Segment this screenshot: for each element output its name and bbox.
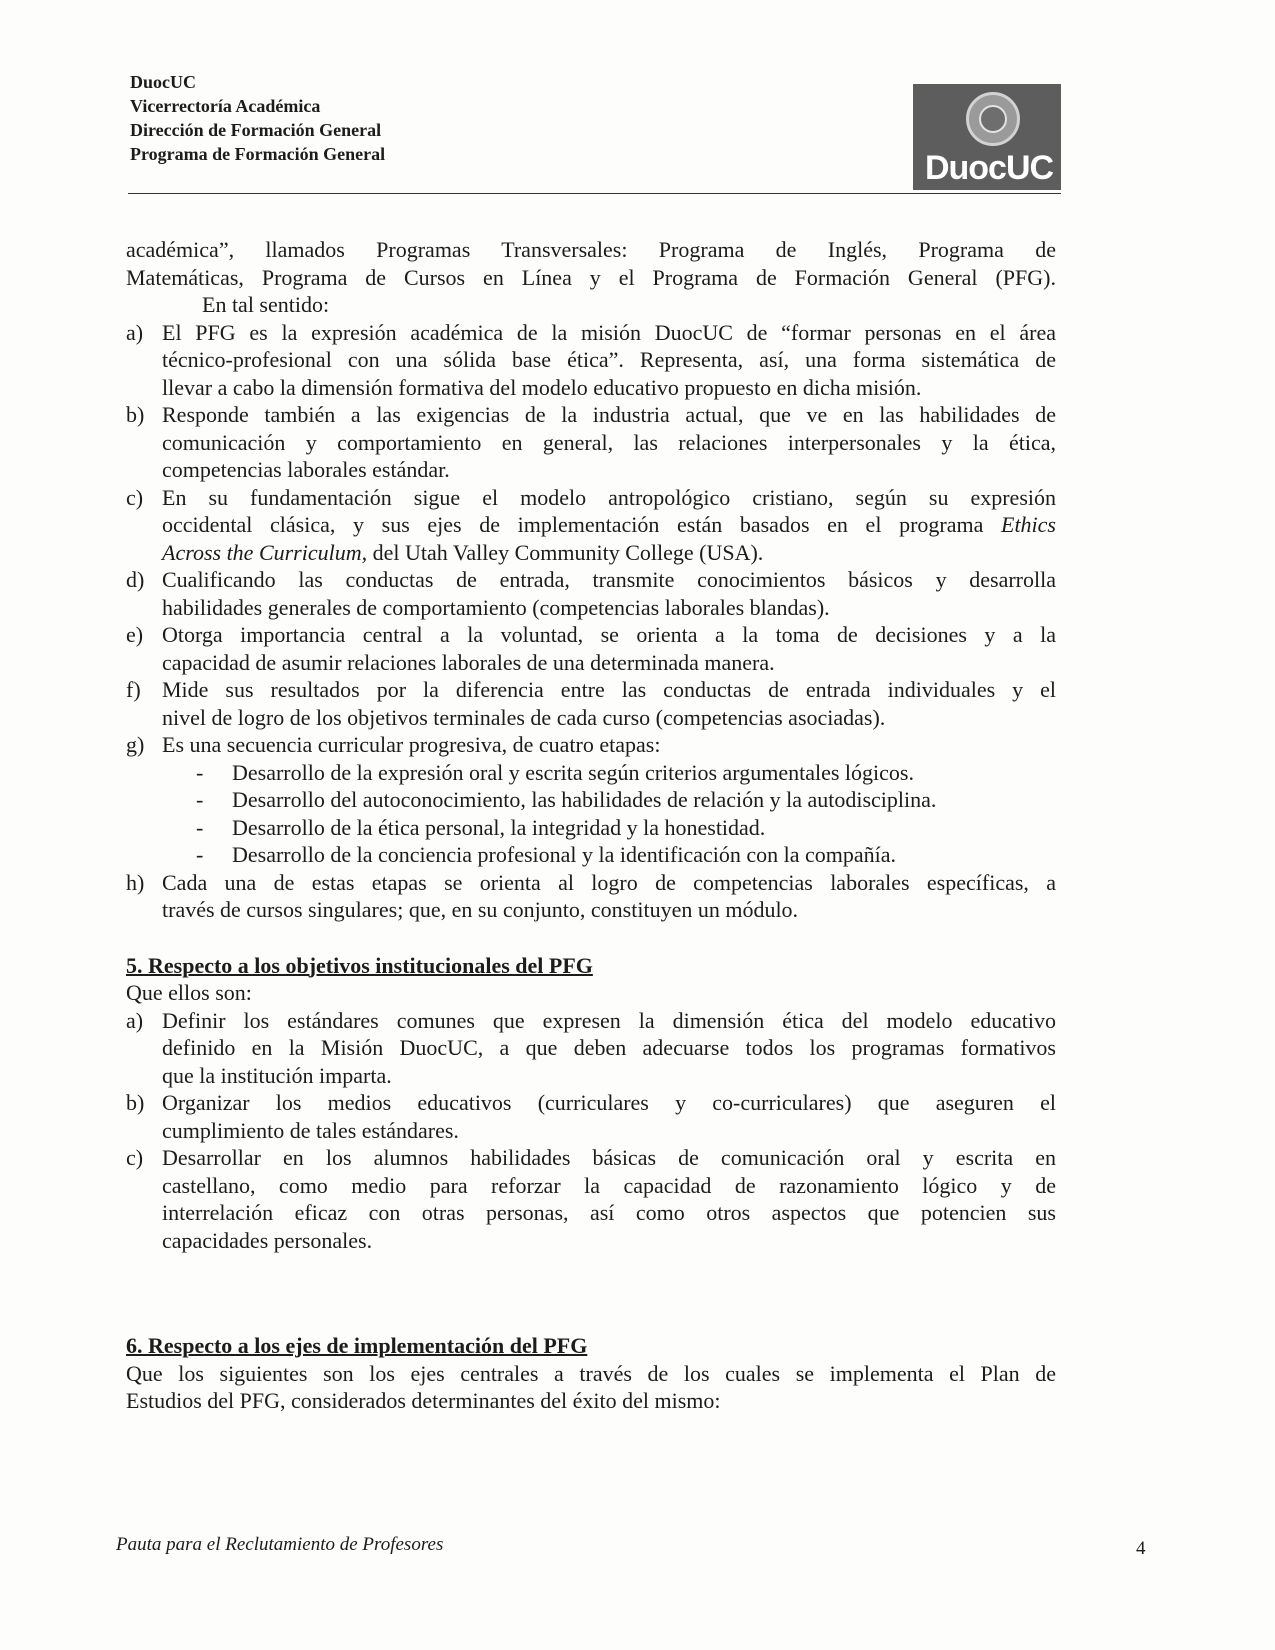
- list-item-d: [126, 566, 1056, 621]
- list-label: f): [126, 677, 141, 702]
- header-institution: DuocUC: [130, 72, 196, 92]
- header-vicerrectoria: Vicerrectoría Académica: [130, 96, 321, 116]
- list-line: nivel de logro de los objetivos terminales de cada curso (competencias asociadas).: [162, 704, 886, 730]
- list-label: a): [126, 1007, 144, 1033]
- objective-item-b: [126, 1089, 1056, 1144]
- stage-item: - Desarrollo de la ética personal, la integridad y la honestidad.: [196, 814, 766, 840]
- stage-item: - Desarrollo de la expresión oral y escrita según criterios argumentales lógicos.: [196, 759, 914, 785]
- list-line: habilidades generales de comportamiento (competencias laborales blandas).: [162, 594, 830, 620]
- intro-transition: En tal sentido:: [202, 292, 330, 317]
- header-divider: [128, 193, 1061, 194]
- list-line: occidental clásica, y sus ejes de implementación están basados en el programa Ethics: [162, 512, 1056, 537]
- objective-item-a: [126, 1007, 1056, 1090]
- list-label: h): [126, 869, 145, 895]
- list-line: Cualificando las conductas de entrada, transmite conocimientos básicos y desarrolla: [162, 567, 1056, 592]
- list-line: que la institución imparta.: [162, 1062, 392, 1088]
- header-programa: Programa de Formación General: [130, 144, 386, 164]
- logo-text: DuocUC: [924, 149, 1054, 187]
- list-line: definido en la Misión DuocUC, a que deben adecuarse todos los programas formativos: [162, 1035, 1056, 1060]
- list-item-c: [126, 484, 1056, 567]
- list-line: En su fundamentación sigue el modelo antropológico cristiano, según su expresión: [162, 484, 1056, 510]
- list-line: Definir los estándares comunes que expresen la dimensión ética del modelo educativo: [162, 1007, 1056, 1033]
- list-line: comunicación y comportamiento en general, las relaciones interpersonales y la ética,: [162, 429, 1056, 455]
- footer-title: Pauta para el Reclutamiento de Profesores: [116, 1534, 444, 1555]
- intro-line: académica”, llamados Programas Transversales: Programa de Inglés, Programa de: [126, 237, 1056, 262]
- section-6-heading: 6. Respecto a los ejes de implementación del PFG: [126, 1333, 588, 1358]
- list-line: Desarrollar en los alumnos habilidades básicas de comunicación oral y escrita en: [162, 1145, 1056, 1170]
- italic-title-part: Across the Curriculum,: [162, 539, 368, 565]
- list-line: Cada una de estas etapas se orienta al logro de competencias laborales específicas, a: [162, 869, 1056, 895]
- seal-icon: [966, 92, 1020, 146]
- list-label: g): [126, 732, 145, 757]
- list-item-h: [126, 869, 1056, 924]
- list-line: interrelación eficaz con otras personas, así como otros aspectos que potencien sus: [162, 1200, 1056, 1225]
- document-body: [126, 236, 1056, 1415]
- list-line: llevar a cabo la dimensión formativa del modelo educativo propuesto en dicha misión.: [162, 374, 922, 400]
- list-line: El PFG es la expresión académica de la misión DuocUC de “formar personas en el área: [162, 319, 1056, 345]
- list-line: castellano, como medio para reforzar la capacidad de razonamiento lógico y de: [162, 1172, 1056, 1198]
- italic-title-part: Ethics: [1001, 512, 1056, 537]
- list-line: capacidades personales.: [162, 1227, 373, 1253]
- list-label: d): [126, 567, 145, 592]
- list-label: a): [126, 319, 144, 345]
- list-line: Es una secuencia curricular progresiva, de cuatro etapas:: [162, 732, 661, 757]
- list-line: Mide sus resultados por la diferencia entre las conductas de entrada individuales y el: [162, 677, 1056, 702]
- list-label: c): [126, 1145, 144, 1170]
- page-number: 4: [1136, 1538, 1146, 1559]
- header-direccion: Dirección de Formación General: [130, 120, 382, 140]
- intro-line: Matemáticas, Programa de Cursos en Línea y el Programa de Formación General (PFG).: [126, 264, 1056, 290]
- letterhead: [130, 70, 385, 166]
- list-line: técnico-profesional con una sólida base ética”. Representa, así, una forma sistemática de: [162, 347, 1056, 372]
- list-line: Organizar los medios educativos (curriculares y co-curriculares) que aseguren el: [162, 1090, 1056, 1115]
- list-item-g: [126, 731, 1056, 759]
- stage-item: - Desarrollo del autoconocimiento, las habilidades de relación y la autodisciplina.: [196, 787, 937, 812]
- list-label: b): [126, 402, 145, 427]
- objective-item-c: [126, 1144, 1056, 1254]
- section-5-heading: 5. Respecto a los objetivos institucionales del PFG: [126, 952, 593, 978]
- duocuc-logo: [913, 84, 1061, 190]
- list-line: Across the Curriculum, del Utah Valley Community College (USA).: [162, 539, 764, 565]
- list-item-a: [126, 319, 1056, 402]
- list-line: Responde también a las exigencias de la industria actual, que ve en las habilidades de: [162, 402, 1056, 427]
- list-line: Otorga importancia central a la voluntad, se orienta a la toma de decisiones y a la: [162, 622, 1056, 647]
- list-label: e): [126, 622, 144, 647]
- section-6-line: Estudios del PFG, considerados determinantes del éxito del mismo:: [126, 1388, 721, 1413]
- list-item-f: [126, 676, 1056, 731]
- list-item-b: [126, 401, 1056, 484]
- list-line: capacidad de asumir relaciones laborales de una determinada manera.: [162, 649, 775, 675]
- section-5-intro: Que ellos son:: [126, 980, 252, 1005]
- list-label: b): [126, 1090, 145, 1115]
- list-label: c): [126, 484, 144, 510]
- section-6-line: Que los siguientes son los ejes centrales a través de los cuales se implementa el Plan de: [126, 1360, 1056, 1386]
- stage-item: - Desarrollo de la conciencia profesional y la identificación con la compañía.: [196, 842, 896, 867]
- list-line: cumplimiento de tales estándares.: [162, 1117, 459, 1143]
- list-line: competencias laborales estándar.: [162, 457, 450, 482]
- list-line: través de cursos singulares; que, en su conjunto, constituyen un módulo.: [162, 897, 799, 922]
- list-item-e: [126, 621, 1056, 676]
